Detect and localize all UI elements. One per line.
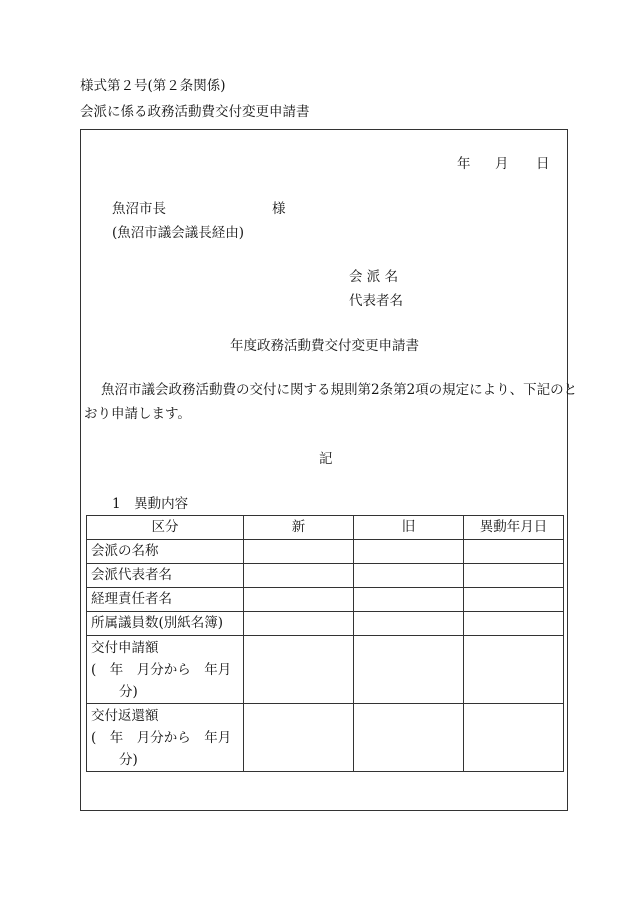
table-row (87, 636, 564, 704)
row-sub-label-end: 分) (119, 684, 138, 700)
table-row (87, 704, 564, 772)
date-month: 月 (495, 156, 509, 172)
document-title: 年度政務活動費交付変更申請書 (230, 338, 419, 354)
ki-mark: 記 (319, 451, 333, 467)
header-change-date: 異動年月日 (464, 516, 564, 540)
row-label: 所属議員数(別紙名簿) (87, 612, 244, 636)
header-new: 新 (244, 516, 354, 540)
cell-date[interactable] (464, 612, 564, 636)
cell-new[interactable] (244, 636, 354, 704)
form-frame (80, 129, 578, 811)
table-row (87, 564, 564, 588)
cell-date[interactable] (464, 636, 564, 704)
row-label: 会派の名称 (87, 540, 244, 564)
cell-new[interactable] (244, 588, 354, 612)
row-sub-label-end: 分) (119, 752, 138, 768)
addressee-honorific: 様 (272, 201, 286, 217)
cell-date[interactable] (464, 704, 564, 772)
cell-date[interactable] (464, 540, 564, 564)
row-label-cell (87, 704, 244, 772)
cell-old[interactable] (354, 588, 464, 612)
addressee-via: (魚沼市議会議長経由) (112, 225, 245, 241)
addressee-mayor: 魚沼市長 (112, 201, 166, 217)
row-sub-label: ( 年 月分から 年月 (91, 730, 232, 746)
faction-label: 会 派 名 (349, 269, 399, 285)
cell-date[interactable] (464, 564, 564, 588)
row-label: 会派代表者名 (87, 564, 244, 588)
date-day: 日 (536, 156, 550, 172)
form-number: 様式第２号(第２条関係) (80, 78, 226, 94)
header-category: 区分 (87, 516, 244, 540)
cell-new[interactable] (244, 704, 354, 772)
table-header-row (87, 516, 564, 540)
table-row (87, 540, 564, 564)
body-line-1: 魚沼市議会政務活動費の交付に関する規則第2条第2項の規定により、下記のと (101, 382, 578, 398)
change-table (86, 515, 564, 772)
row-label: 経理責任者名 (87, 588, 244, 612)
header-old: 旧 (354, 516, 464, 540)
row-label-cell (87, 636, 244, 704)
cell-old[interactable] (354, 564, 464, 588)
cell-old[interactable] (354, 540, 464, 564)
date-year: 年 (457, 156, 471, 172)
body-line-2: おり申請します。 (84, 406, 191, 422)
row-sub-label: ( 年 月分から 年月 (91, 662, 232, 678)
cell-new[interactable] (244, 564, 354, 588)
cell-old[interactable] (354, 704, 464, 772)
table-row (87, 612, 564, 636)
cell-new[interactable] (244, 612, 354, 636)
row-label: 交付申請額 (91, 640, 159, 656)
form-title: 会派に係る政務活動費交付変更申請書 (80, 104, 310, 120)
table-row (87, 588, 564, 612)
representative-label: 代表者名 (349, 293, 403, 309)
row-label: 交付返還額 (91, 708, 159, 724)
section-heading: 1 異動内容 (112, 496, 189, 512)
cell-new[interactable] (244, 540, 354, 564)
cell-old[interactable] (354, 636, 464, 704)
cell-date[interactable] (464, 588, 564, 612)
cell-old[interactable] (354, 612, 464, 636)
